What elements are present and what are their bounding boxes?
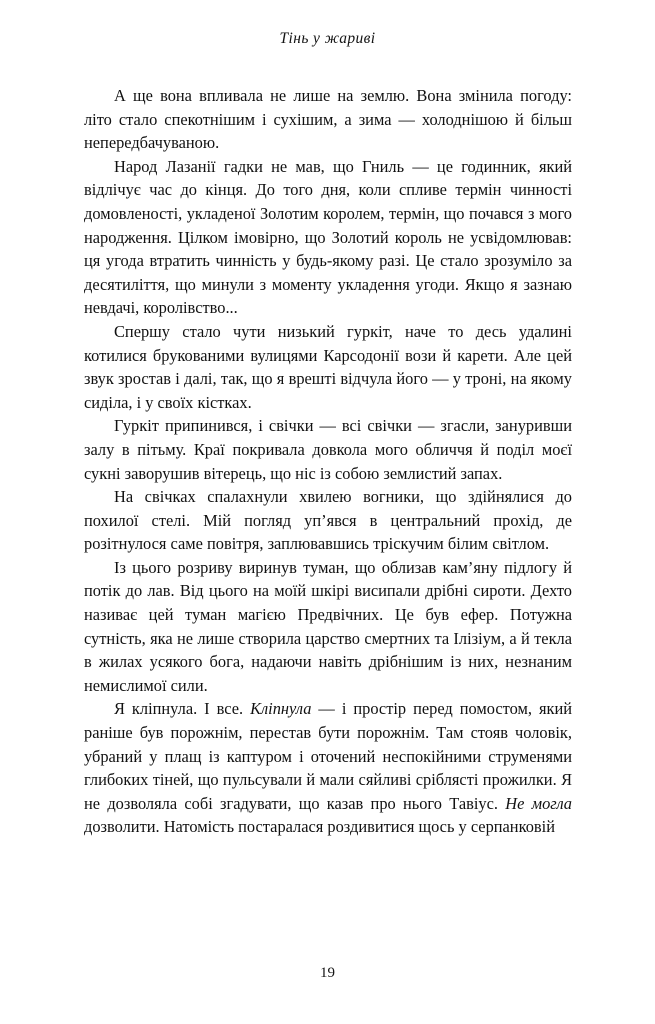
emphasized-text: Не могла <box>505 793 572 813</box>
paragraph: Із цього розриву виринув туман, що облизав кам’яну підлогу й потік до лав. Від цього на моїй шкірі висипали дрібні сироти. Дехто називає цей туман магією Предвічних. Це був ефер. Потужна сутність, яка не лише створила царство смертних та Ілізіум, а й текла в жилах усякого бога, надаючи навіть дрібнішим із них, незнаним немислимої сили. <box>84 557 572 695</box>
page-number: 19 <box>320 965 335 981</box>
emphasized-text: Кліпнула <box>250 699 312 719</box>
body-text-block <box>84 84 572 839</box>
running-head: Тінь у жариві <box>279 30 376 47</box>
paragraph: Народ Лазанії гадки не мав, що Гниль — це годинник, який відлічує час до кінця. До того дня, коли спливе термін чинності домовленості, укладеної Золотим королем, термін, що почався з мого народження. Цілком імовірно, що Золотий король не усвідомлював: ця угода втратить чинність у будь-якому разі. Це стало зрозуміло за десятиліття, що минули з моменту укладення угоди. Якщо я зазнаю невдачі, королівство... <box>84 156 572 318</box>
paragraph: Спершу стало чути низький гуркіт, наче то десь удалині котилися брукованими вулицями Карсодонії вози й карети. Але цей звук зростав і далі, так, що я врешті відчула його — у троні, на якому сиділа, і у своїх кістках. <box>84 321 572 412</box>
paragraph: А ще вона впливала не лише на землю. Вона змінила погоду: літо стало спекотнішим і сухішим, а зима — холоднішою й більш непередбачуваною. <box>84 86 572 153</box>
paragraph-with-emphasis: Я кліпнула. І все. Кліпнула — і простір перед помостом, який раніше був порожнім, перестав бути порожнім. Там стояв чоловік, убраний у плащ із каптуром і оточений неспокійними струменями глибоких тіней, що пульсували й мали сяйливі сріблясті прожилки. Я не дозволяла собі згадувати, що казав про нього Тавіус. Не могла дозволити. Натомість постаралася роздивитися щось у серпанковій <box>84 699 572 837</box>
paragraph: На свічках спалахнули хвилею вогники, що здійнялися до похилої стелі. Мій погляд уп’явся в центральний прохід, де розітнулося саме повітря, заплювавшись тріскучим білим світлом. <box>84 487 572 554</box>
paragraph: Гуркіт припинився, і свічки — всі свічки — згасли, зануривши залу в пітьму. Краї покривала довкола мого обличчя й поділ моєї сукні заворушив вітерець, що ніс із собою землистий запах. <box>84 416 572 483</box>
